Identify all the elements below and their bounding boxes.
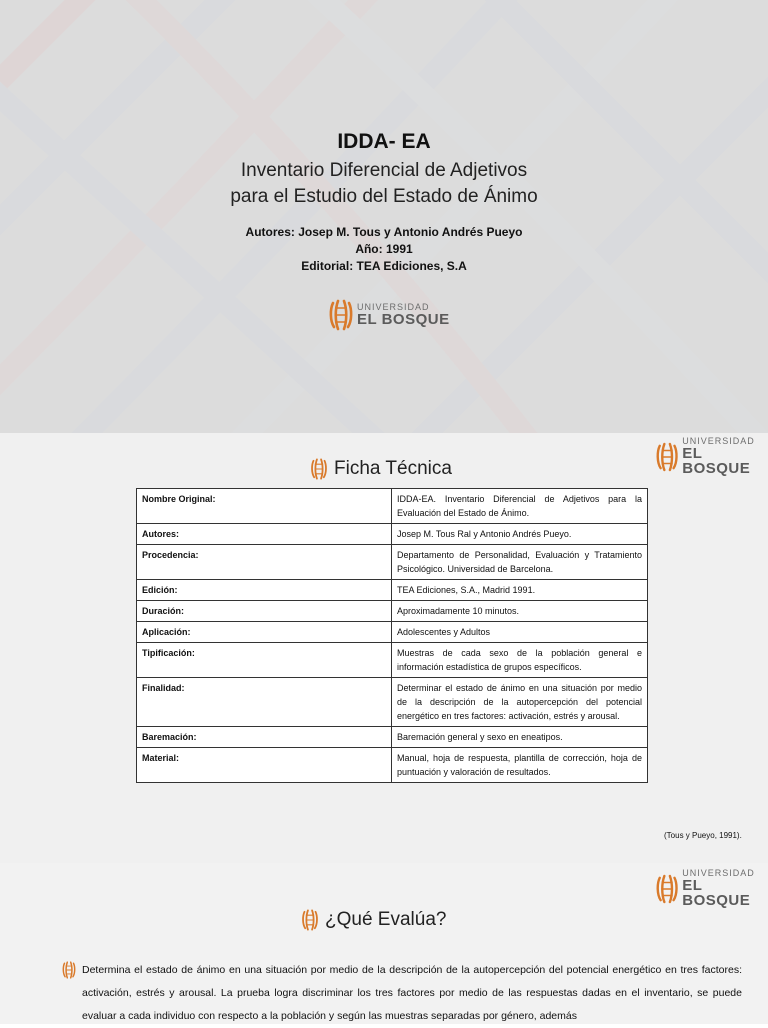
university-logo: UNIVERSIDAD EL BOSQUE: [656, 869, 768, 908]
row-label: Material:: [137, 748, 392, 783]
bullet-emblem-icon: [62, 961, 76, 979]
table-row: [137, 678, 648, 727]
row-label: Nombre Original:: [137, 489, 392, 524]
row-label: Procedencia:: [137, 545, 392, 580]
row-value: Departamento de Personalidad, Evaluación y Tratamiento Psicológico. Universidad de Barcelona.: [392, 545, 648, 580]
row-label: Autores:: [137, 524, 392, 545]
row-value: Determinar el estado de ánimo en una situación por medio de la descripción de la autopercepción del potencial energético en tres factores: activación, estrés y arousal.: [392, 678, 648, 727]
row-value: Manual, hoja de respuesta, plantilla de corrección, hoja de puntuación y valoración de resultados.: [392, 748, 648, 783]
section-heading: ¿Qué Evalúa?: [301, 909, 446, 931]
year-line: Año: 1991: [355, 242, 413, 256]
authors-line: Autores: Josep M. Tous y Antonio Andrés Pueyo: [245, 225, 523, 239]
el-bosque-emblem-icon: [301, 909, 319, 931]
table-row: [137, 622, 648, 643]
el-bosque-emblem-icon: [656, 873, 678, 905]
table-row: [137, 601, 648, 622]
row-label: Baremación:: [137, 727, 392, 748]
table-row: [137, 545, 648, 580]
university-logo: UNIVERSIDAD EL BOSQUE: [329, 299, 450, 331]
row-label: Edición:: [137, 580, 392, 601]
row-value: Adolescentes y Adultos: [392, 622, 648, 643]
table-row: [137, 727, 648, 748]
section-heading: Ficha Técnica: [310, 458, 452, 480]
publisher-line: Editorial: TEA Ediciones, S.A: [301, 259, 467, 273]
row-value: Josep M. Tous Ral y Antonio Andrés Pueyo.: [392, 524, 648, 545]
technical-sheet-slide: [0, 433, 768, 863]
row-value: Aproximadamente 10 minutos.: [392, 601, 648, 622]
document-title: IDDA- EA: [337, 130, 431, 153]
row-label: Tipificación:: [137, 643, 392, 678]
row-label: Duración:: [137, 601, 392, 622]
what-it-evaluates-slide: [0, 863, 768, 1024]
subtitle-line-1: Inventario Diferencial de Adjetivos: [240, 160, 528, 181]
row-label: Finalidad:: [137, 678, 392, 727]
subtitle-line-2: para el Estudio del Estado de Ánimo: [230, 186, 538, 207]
row-value: Baremación general y sexo en eneatipos.: [392, 727, 648, 748]
row-label: Aplicación:: [137, 622, 392, 643]
university-logo: UNIVERSIDAD EL BOSQUE: [656, 437, 768, 476]
table-row: [137, 748, 648, 783]
row-value: IDDA-EA. Inventario Diferencial de Adjetivos para la Evaluación del Estado de Ánimo.: [392, 489, 648, 524]
row-value: Muestras de cada sexo de la población general e información estadística de grupos específicos.: [392, 643, 648, 678]
citation: (Tous y Pueyo, 1991).: [664, 831, 742, 840]
technical-sheet-table: [136, 488, 648, 783]
row-value: TEA Ediciones, S.A., Madrid 1991.: [392, 580, 648, 601]
table-row: [137, 524, 648, 545]
el-bosque-emblem-icon: [329, 299, 353, 331]
description-paragraph: Determina el estado de ánimo en una situación por medio de la descripción de la autopercepción del potencial energético en tres factores: activación, estrés y arousal. La prueba logra discriminar los tres factores por medio de las respuestas dadas en el inventario, se puede evaluar a cada individuo con respecto a la población y según las muestras separadas por género, además: [62, 959, 742, 1028]
table-row: [137, 643, 648, 678]
title-slide: [0, 0, 768, 433]
table-row: [137, 580, 648, 601]
table-row: [137, 489, 648, 524]
el-bosque-emblem-icon: [656, 441, 678, 473]
el-bosque-emblem-icon: [310, 458, 328, 480]
